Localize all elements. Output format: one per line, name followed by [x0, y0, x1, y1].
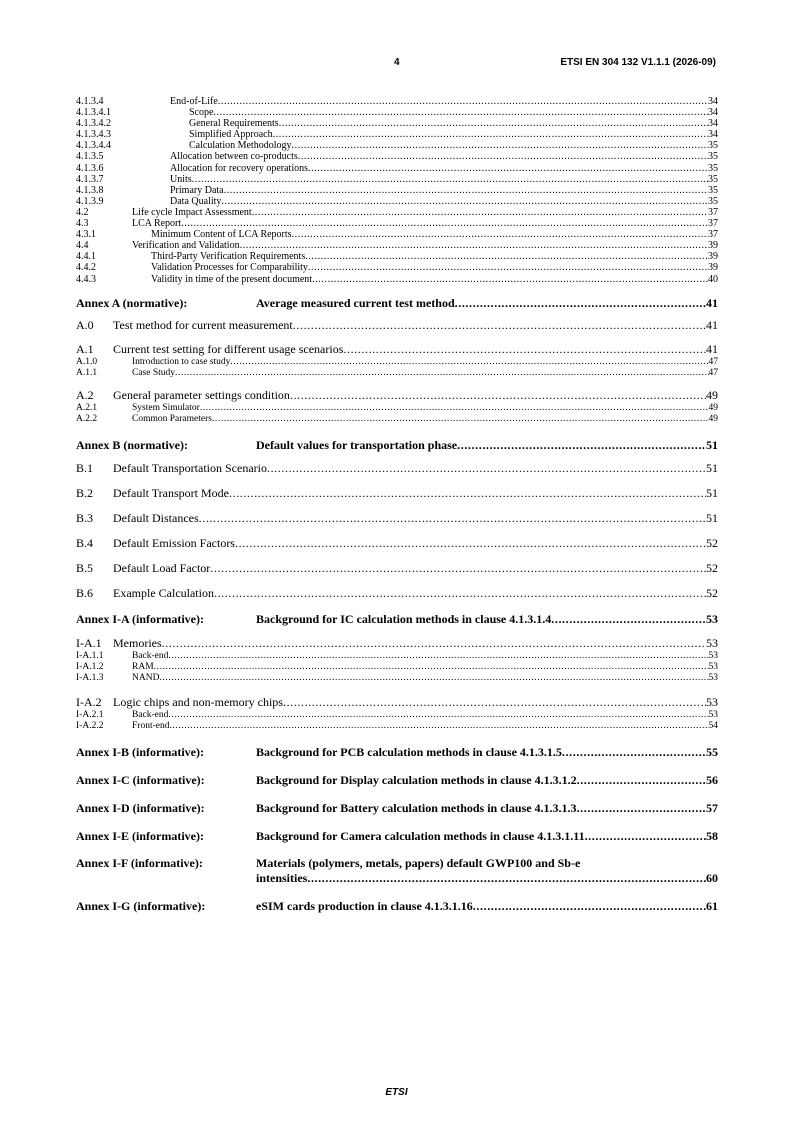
toc-entry[interactable]: B.2 Default Transport Mode ..... 51 — [76, 485, 718, 501]
toc-entry-a0[interactable]: A.0 Test method for current measurement ..... 41 — [76, 317, 718, 333]
toc-entry-a22[interactable]: A.2.2 Common Parameters ..... 49 — [76, 414, 718, 425]
toc-entry[interactable]: 4.1.3.4.1 Scope ..... 34 — [76, 107, 718, 118]
toc-annex-b[interactable]: Annex B (normative): Default values for transportation phase ..... 51 — [76, 437, 718, 453]
toc-entry[interactable]: 4.1.3.8 Primary Data ..... 35 — [76, 185, 718, 196]
toc-entry-a21[interactable]: A.2.1 System Simulator ..... 49 — [76, 403, 718, 414]
toc-entry[interactable]: 4.2 Life cycle Impact Assessment ..... 37 — [76, 207, 718, 218]
toc-entry[interactable]: 4.1.3.4.3 Simplified Approach ..... 34 — [76, 129, 718, 140]
toc-annex-ic[interactable]: Annex I-C (informative): Background for Display calculation methods in clause 4.1.3.1.2 ..... 56 — [76, 772, 718, 788]
toc-entry-ia21[interactable]: I-A.2.1 Back-end ..... 53 — [76, 710, 718, 721]
toc-entry[interactable]: B.3 Default Distances ..... 51 — [76, 510, 718, 526]
toc-entry-ia12[interactable]: I-A.1.2 RAM ..... 53 — [76, 662, 718, 673]
toc-annex-id[interactable]: Annex I-D (informative): Background for Battery calculation methods in clause 4.1.3.1.3 ..... 57 — [76, 800, 718, 816]
toc-entry[interactable]: 4.1.3.4.2 General Requirements ..... 34 — [76, 118, 718, 129]
toc-entry-ia13[interactable]: I-A.1.3 NAND ..... 53 — [76, 673, 718, 684]
toc-entry-a2[interactable]: A.2 General parameter settings condition ..... 49 — [76, 387, 718, 403]
toc-entry[interactable]: 4.4 Verification and Validation ..... 39 — [76, 240, 718, 251]
toc-annex-if[interactable]: Annex I-F (informative): Materials (polymers, metals, papers) default GWP100 and Sb-e intensities ..... 60 — [76, 856, 718, 886]
toc-annex-ig[interactable]: Annex I-G (informative): eSIM cards production in clause 4.1.3.1.16 ..... 61 — [76, 898, 718, 914]
footer-org: ETSI — [385, 1087, 408, 1098]
toc-annex-ib[interactable]: Annex I-B (informative): Background for PCB calculation methods in clause 4.1.3.1.5 ..... 55 — [76, 744, 718, 760]
toc-entry-a1[interactable]: A.1 Current test setting for different usage scenarios ..... 41 — [76, 341, 718, 357]
document-reference: ETSI EN 304 132 V1.1.1 (2026-09) — [560, 57, 716, 68]
toc-entry[interactable]: 4.3.1 Minimum Content of LCA Reports ..... 37 — [76, 229, 718, 240]
toc-entry[interactable]: 4.1.3.9 Data Quality ..... 35 — [76, 196, 718, 207]
toc-entry[interactable]: 4.1.3.4 End-of-Life ..... 34 — [76, 96, 718, 107]
toc-annex-b-entries — [76, 460, 718, 601]
toc-clause-list — [76, 96, 718, 285]
toc-entry-ia1[interactable]: I-A.1 Memories ..... 53 — [76, 635, 718, 651]
toc-entry[interactable]: 4.1.3.7 Units ..... 35 — [76, 174, 718, 185]
toc-entry[interactable]: B.1 Default Transportation Scenario ..... 51 — [76, 460, 718, 476]
toc-annex-ia[interactable]: Annex I-A (informative): Background for IC calculation methods in clause 4.1.3.1.4 ..... 53 — [76, 611, 718, 627]
toc-entry[interactable]: 4.4.1 Third-Party Verification Requirements ..... 39 — [76, 251, 718, 262]
table-of-contents — [76, 96, 718, 914]
toc-entry[interactable]: B.6 Example Calculation ..... 52 — [76, 585, 718, 601]
toc-entry-a10[interactable]: A.1.0 Introduction to case study ..... 47 — [76, 357, 718, 368]
toc-annex-a[interactable]: Annex A (normative): Average measured current test method ..... 41 — [76, 295, 718, 311]
toc-entry[interactable]: B.5 Default Load Factor ..... 52 — [76, 560, 718, 576]
toc-entry[interactable]: 4.1.3.5 Allocation between co-products ..... 35 — [76, 151, 718, 162]
toc-entry-a11[interactable]: A.1.1 Case Study ..... 47 — [76, 368, 718, 379]
toc-entry[interactable]: B.4 Default Emission Factors ..... 52 — [76, 535, 718, 551]
toc-entry[interactable]: 4.1.3.6 Allocation for recovery operations ..... 35 — [76, 163, 718, 174]
toc-entry-ia22[interactable]: I-A.2.2 Front-end ..... 54 — [76, 721, 718, 732]
toc-entry-ia11[interactable]: I-A.1.1 Back-end ..... 53 — [76, 651, 718, 662]
toc-entry[interactable]: 4.1.3.4.4 Calculation Methodology ..... 35 — [76, 140, 718, 151]
page-number: 4 — [394, 57, 400, 68]
toc-entry-ia2[interactable]: I-A.2 Logic chips and non-memory chips ..... 53 — [76, 694, 718, 710]
toc-entry[interactable]: 4.4.3 Validity in time of the present document ..... 40 — [76, 274, 718, 285]
toc-entry[interactable]: 4.4.2 Validation Processes for Comparability ..... 39 — [76, 262, 718, 273]
toc-entry[interactable]: 4.3 LCA Report ..... 37 — [76, 218, 718, 229]
toc-annex-ie[interactable]: Annex I-E (informative): Background for Camera calculation methods in clause 4.1.3.1.11 ..... 58 — [76, 828, 718, 844]
